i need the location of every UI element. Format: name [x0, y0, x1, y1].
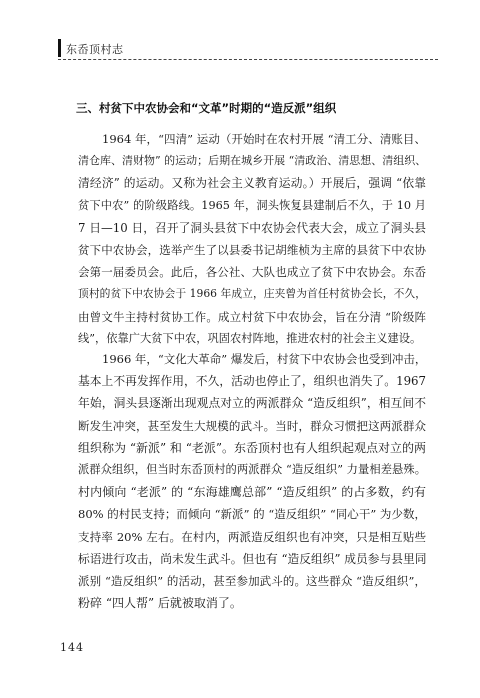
- header-dashed-rule: [58, 59, 438, 60]
- paragraph-line: 贫下中农协会，选举产生了以县委书记胡维桢为主席的县贫下中农协: [78, 242, 426, 257]
- paragraph-line: 断发生冲突，甚至发生大规模的武斗。当时，群众习惯把这两派群众: [78, 418, 426, 433]
- paragraph-line: 派群众组织，但当时东岙顶村的两派群众 “造反组织” 力量相差悬殊。: [78, 462, 426, 476]
- paragraph-line: 支持率 20% 左右。在村内，两派造反组织也有冲突，只是相互贴些: [78, 529, 426, 544]
- book-title: 东岙顶村志: [66, 43, 124, 56]
- paragraph-line: 组织称为 “新派” 和 “老派”。东岙顶村也有人组织起观点对立的两: [78, 440, 426, 455]
- paragraph-line: 清仓库、清财物” 的运动；后期在城乡开展 “清政治、清思想、清组织、: [78, 154, 427, 168]
- paragraph-1: [78, 128, 426, 350]
- paragraph-line: 村内倾向 “老派” 的 “东海雄鹰总部” “造反组织” 的占多数，约有: [78, 485, 426, 500]
- section-title: 三、村贫下中农协会和“文革”时期的“造反派”组织: [76, 101, 337, 115]
- paragraph-line: 由曾文牛主持村贫协工作。成立村贫下中农协会，旨在分清 “阶级阵: [78, 309, 426, 324]
- paragraph-line: 年始，洞头县逐渐出现观点对立的两派群众 “造反组织”，相互间不: [78, 396, 426, 411]
- paragraph-line: 会第一届委员会。此后，各公社、大队也成立了贫下中农协会。东岙: [78, 265, 426, 280]
- paragraph-line: 1966 年，“文化大革命” 爆发后，村贫下中农协会也受到冲击，: [102, 352, 427, 366]
- paragraph-line: 贫下中农” 的阶级路线。1965 年，洞头恢复县建制后不久，于 10 月: [78, 198, 426, 212]
- paragraph-line: 7 日—10 日，召开了洞头县贫下中农协会代表大会，成立了洞头县: [78, 220, 426, 235]
- paragraph-line: 1964 年，“四清” 运动（开始时在农村开展 “清工分、清账目、: [102, 132, 426, 146]
- paragraph-line: 80% 的村民支持；而倾向 “新派” 的 “造反组织” “同心干” 为少数，: [78, 507, 426, 522]
- paragraph-line: 线”，依靠广大贫下中农，巩固农村阵地，推进农村的社会主义建设。: [78, 331, 422, 345]
- paragraph-2: [78, 348, 426, 614]
- paragraph-line: 派别 “造反组织” 的活动，甚至参加武斗的。这些群众 “造反组织”，: [78, 573, 426, 588]
- page-number: 144: [60, 641, 84, 654]
- paragraph-line: 基本上不再发挥作用，不久，活动也停止了，组织也消失了。1967: [78, 374, 426, 389]
- paragraph-line: 清经济” 的运动。又称为社会主义教育运动。）开展后，强调 “依靠: [78, 176, 426, 191]
- paragraph-line: 粉碎 “四人帮” 后就被取消了。: [78, 596, 242, 611]
- header-bar-mark: [58, 39, 61, 57]
- paragraph-line: 标语进行攻击，尚未发生武斗。但也有 “造反组织” 成员参与县里同: [78, 551, 427, 566]
- paragraph-line: 顶村的贫下中农协会于 1966 年成立，庄夹曾为首任村贫协会长，不久，: [78, 287, 426, 301]
- running-header: [58, 38, 438, 62]
